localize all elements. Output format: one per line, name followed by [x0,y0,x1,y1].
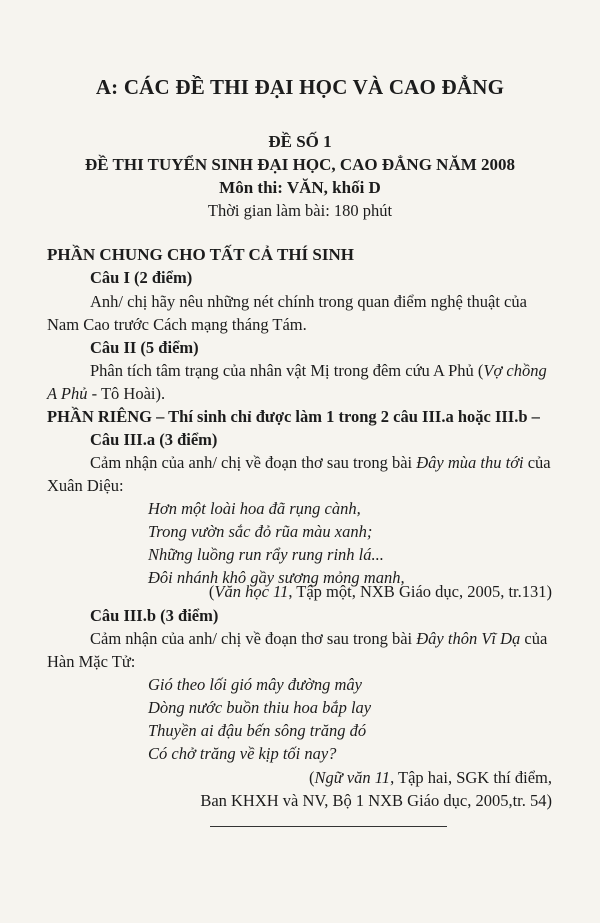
question-3b-text-line2: Hàn Mặc Tử: [47,652,136,671]
poem-2-line: Gió theo lối gió mây đường mây [148,675,362,694]
exam-subject: Môn thi: VĂN, khối D [219,178,381,197]
exam-number: ĐỀ SỐ 1 [268,132,332,151]
page-title: A: CÁC ĐỀ THI ĐẠI HỌC VÀ CAO ĐẲNG [95,75,505,99]
question-3a-label: Câu III.a (3 điểm) [90,430,218,449]
question-2-text-line2: A Phủ - Tô Hoài). [47,384,166,403]
question-3b-text-line1: Cảm nhận của anh/ chị về đoạn thơ sau trong bài Đây thôn Vĩ Dạ của [90,629,548,648]
common-section-heading: PHẦN CHUNG CHO TẤT CẢ THÍ SINH [47,245,354,264]
poem-1-line: Đôi nhánh khô gầy sương mỏng manh, [148,568,405,587]
end-divider [210,826,447,827]
question-1-label: Câu I (2 điểm) [90,268,193,287]
exam-duration: Thời gian làm bài: 180 phút [207,201,393,220]
poem-2-source-line1: (Ngữ văn 11, Tập hai, SGK thí điểm, [308,768,552,787]
question-1-text-line1: Anh/ chị hãy nêu những nét chính trong quan điểm nghệ thuật của [90,292,527,311]
question-2-label: Câu II (5 điểm) [90,338,199,357]
poem-1-line: Hơn một loài hoa đã rụng cành, [148,499,361,518]
question-3b-label: Câu III.b (3 điểm) [90,606,219,625]
poem-2-source-line2: Ban KHXH và NV, Bộ 1 NXB Giáo dục, 2005,tr. 54) [200,791,552,810]
poem-1-line: Trong vườn sắc đỏ rũa màu xanh; [148,522,373,541]
poem-2-line: Thuyền ai đậu bến sông trăng đó [148,721,367,740]
poem-2-line: Dòng nước buồn thiu hoa bắp lay [148,698,372,717]
private-section-heading: PHẦN RIÊNG – Thí sinh chỉ được làm 1 trong 2 câu III.a hoặc III.b – [47,407,540,426]
question-1-text-line2: Nam Cao trước Cách mạng tháng Tám. [47,315,307,334]
exam-title: ĐỀ THI TUYỂN SINH ĐẠI HỌC, CAO ĐẲNG NĂM 2008 [84,155,516,174]
question-2-text-line1: Phân tích tâm trạng của nhân vật Mị trong đêm cứu A Phủ (Vợ chồng [90,361,547,380]
poem-2-line: Có chở trăng về kịp tối nay? [148,744,337,763]
poem-1-line: Những luồng run rẩy rung rinh lá... [148,545,384,564]
poem-1-source: (Văn học 11, Tập một, NXB Giáo dục, 2005, tr.131) [208,582,552,601]
question-3a-text-line1: Cảm nhận của anh/ chị về đoạn thơ sau trong bài Đây mùa thu tới của [90,453,551,472]
question-3a-text-line2: Xuân Diệu: [47,476,124,495]
